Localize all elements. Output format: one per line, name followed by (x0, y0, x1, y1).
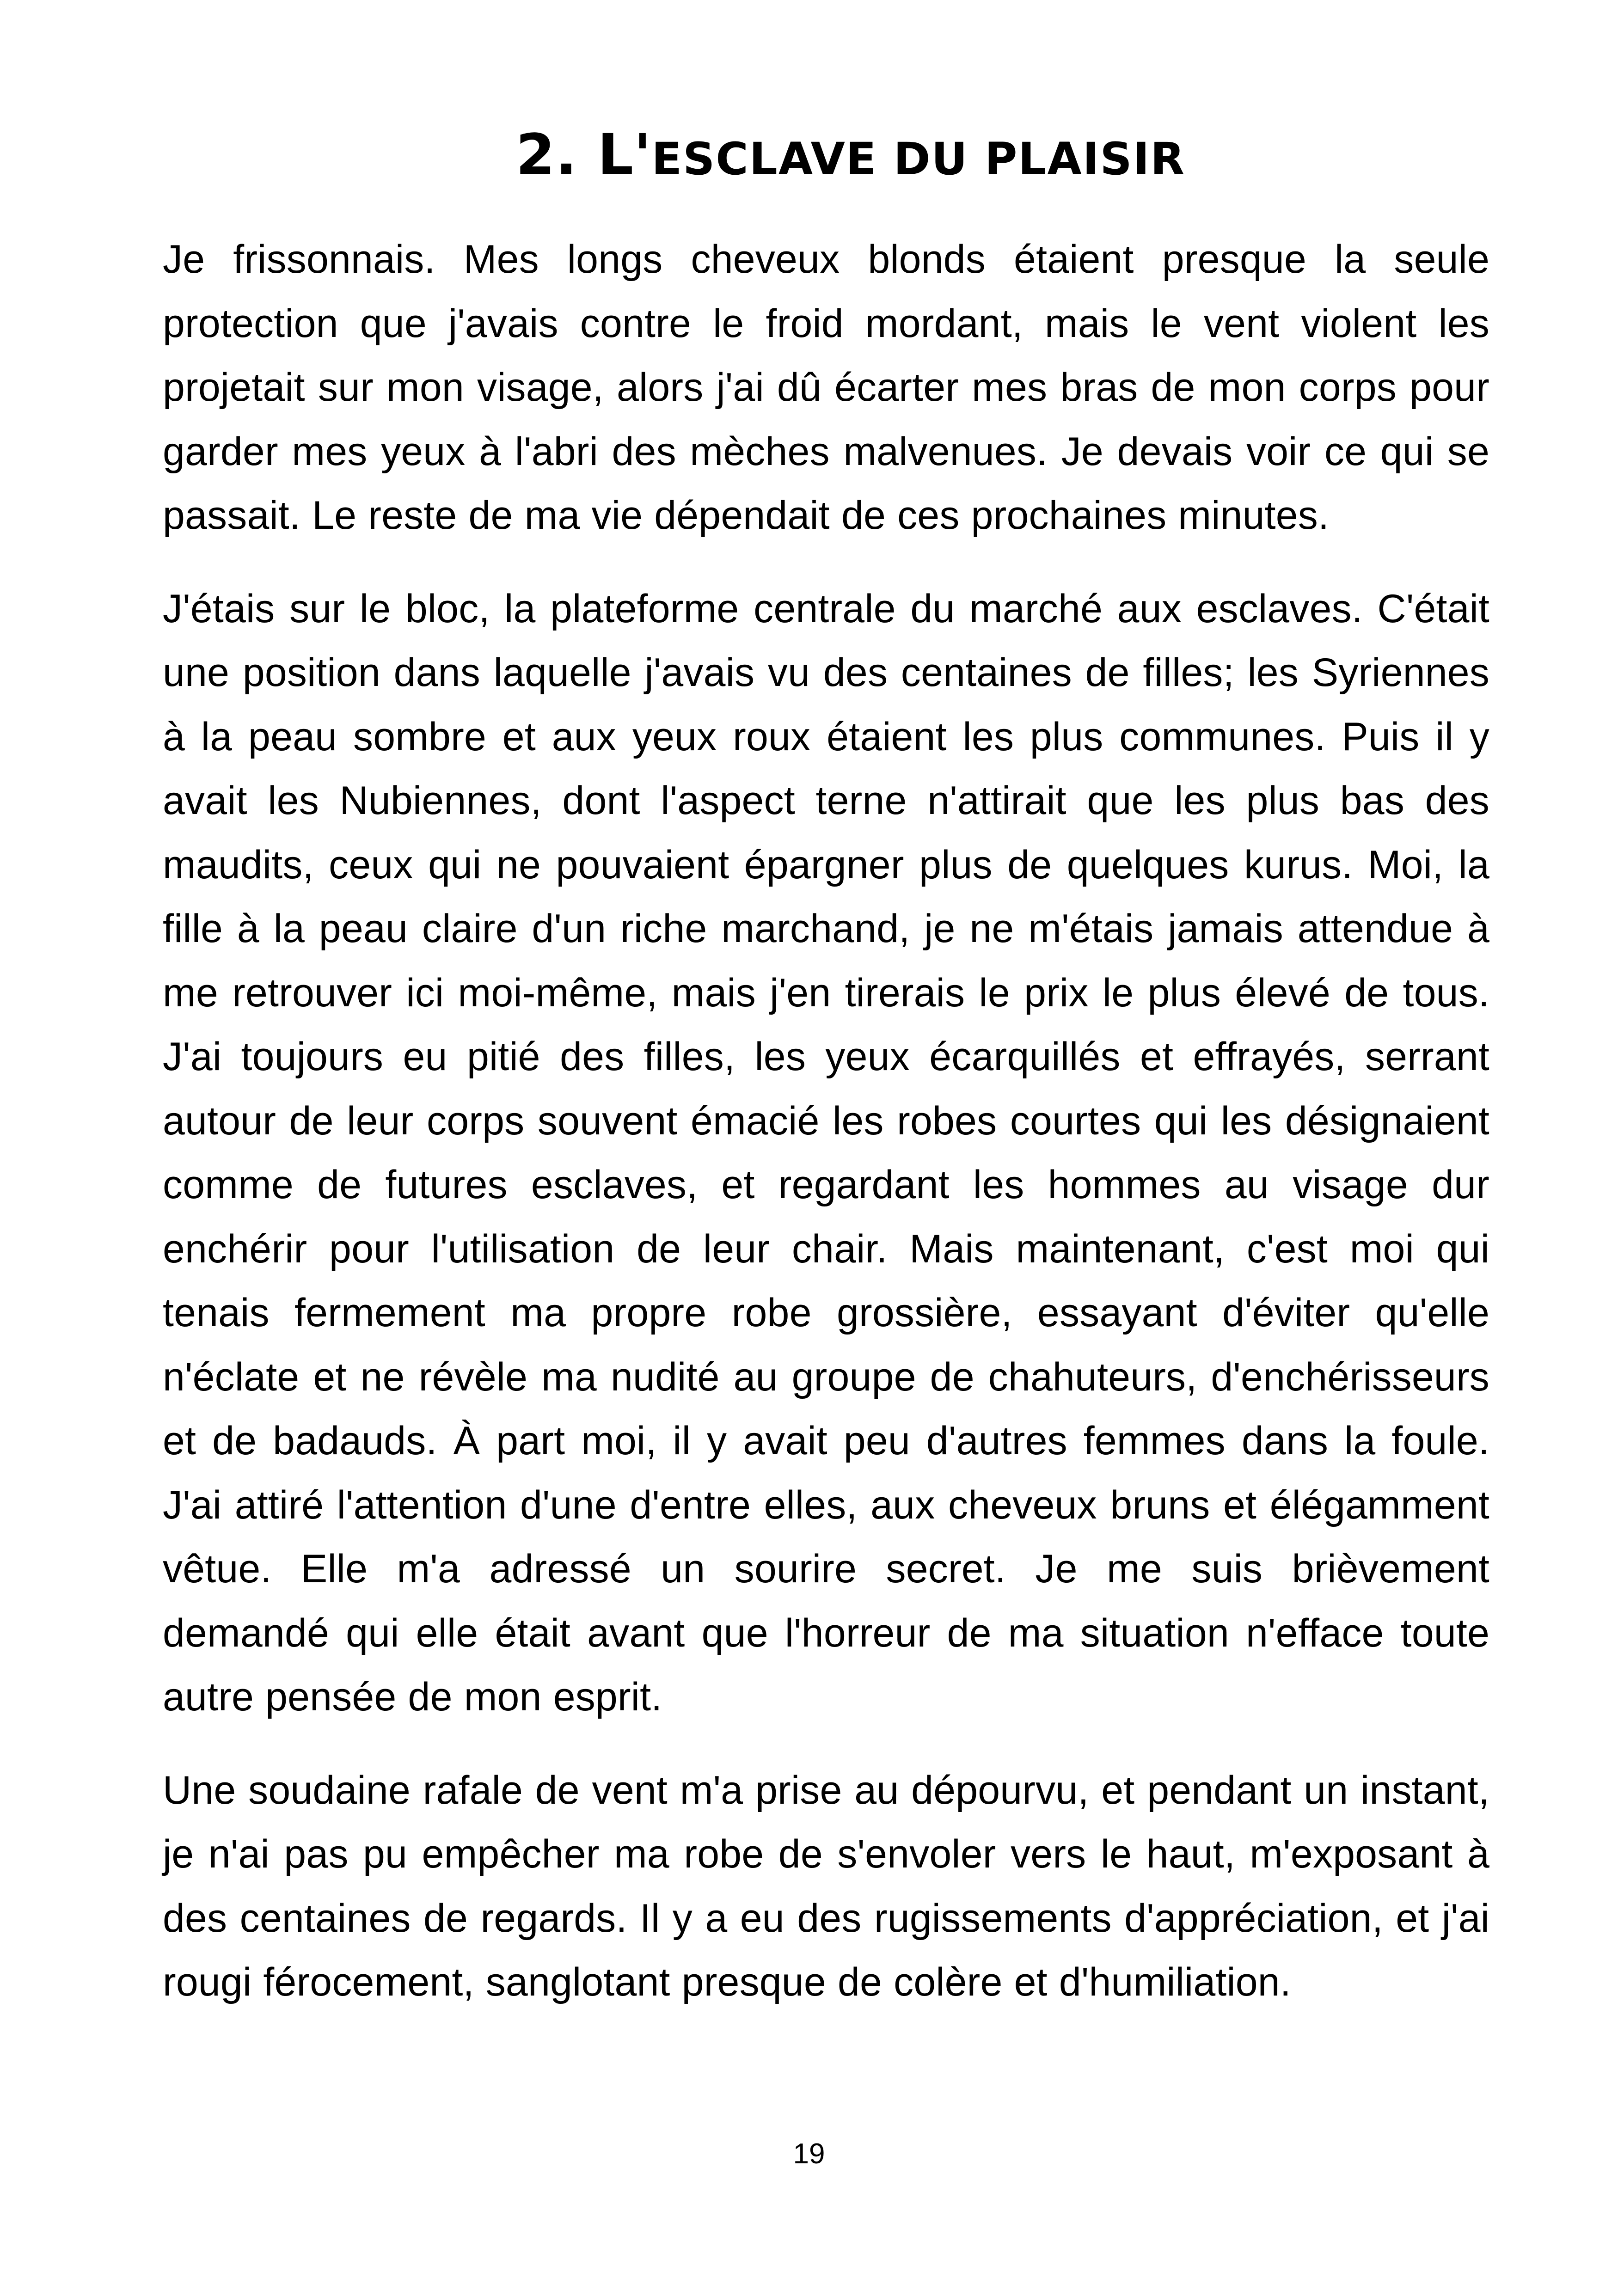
chapter-number: 2. (515, 122, 598, 188)
chapter-title (0, 116, 1618, 198)
chapter-body (163, 227, 1489, 2044)
chapter-title-rest: ESCLAVE DU PLAISIR (651, 133, 1186, 185)
chapter-title-initial: L' (597, 122, 652, 188)
page-number: 19 (793, 2138, 825, 2170)
paragraph-1: Je frissonnais. Mes longs cheveux blonds étaient presque la seule protection que j'avais contre le froid mordant, mais le vent violent les projetait sur mon visage, alors j'ai dû écarter mes bras de mon corps pour garder mes yeux à l'abri des mèches malvenues. Je devais voir ce qui se passait. Le reste de ma vie dépendait de ces prochaines minutes. (163, 237, 1489, 538)
paragraph-2: J'étais sur le bloc, la plateforme centrale du marché aux esclaves. C'était une position dans laquelle j'avais vu des centaines de filles; les Syriennes à la peau sombre et aux yeux roux étaient les plus communes. Puis il y avait les Nubiennes, dont l'aspect terne n'attirait que les plus bas des maudits, ceux qui ne pouvaient épargner plus de quelques kurus. Moi, la fille à la peau claire d'un riche marchand, je ne m'étais jamais attendue à me retrouver ici moi-même, mais j'en tirerais le prix le plus élevé de tous. J'ai toujours eu pitié des filles, les yeux écarquillés et effrayés, serrant autour de leur corps souvent émacié les robes courtes qui les désignaient comme de futures esclaves, et regardant les hommes au visage dur enchérir pour l'utilisation de leur chair. Mais maintenant, c'est moi qui tenais fermement ma propre robe grossière, essayant d'éviter qu'elle n'éclate et ne révèle ma nudité au groupe de chahuteurs, d'enchérisseurs et de badauds. À part moi, il y avait peu d'autres femmes dans la foule. J'ai attiré l'attention d'une d'entre elles, aux cheveux bruns et élégamment vêtue. Elle m'a adressé un sourire secret. Je me suis brièvement demandé qui elle était avant que l'horreur de ma situation n'efface toute autre pensée de mon esprit. (163, 586, 1489, 1719)
paragraph-3: Une soudaine rafale de vent m'a prise au dépourvu, et pendant un instant, je n'ai pas pu empêcher ma robe de s'envoler vers le haut, m'exposant à des centaines de regards. Il y a eu des rugissements d'appréciation, et j'ai rougi férocement, sanglotant presque de colère et d'humiliation. (163, 1768, 1489, 2004)
